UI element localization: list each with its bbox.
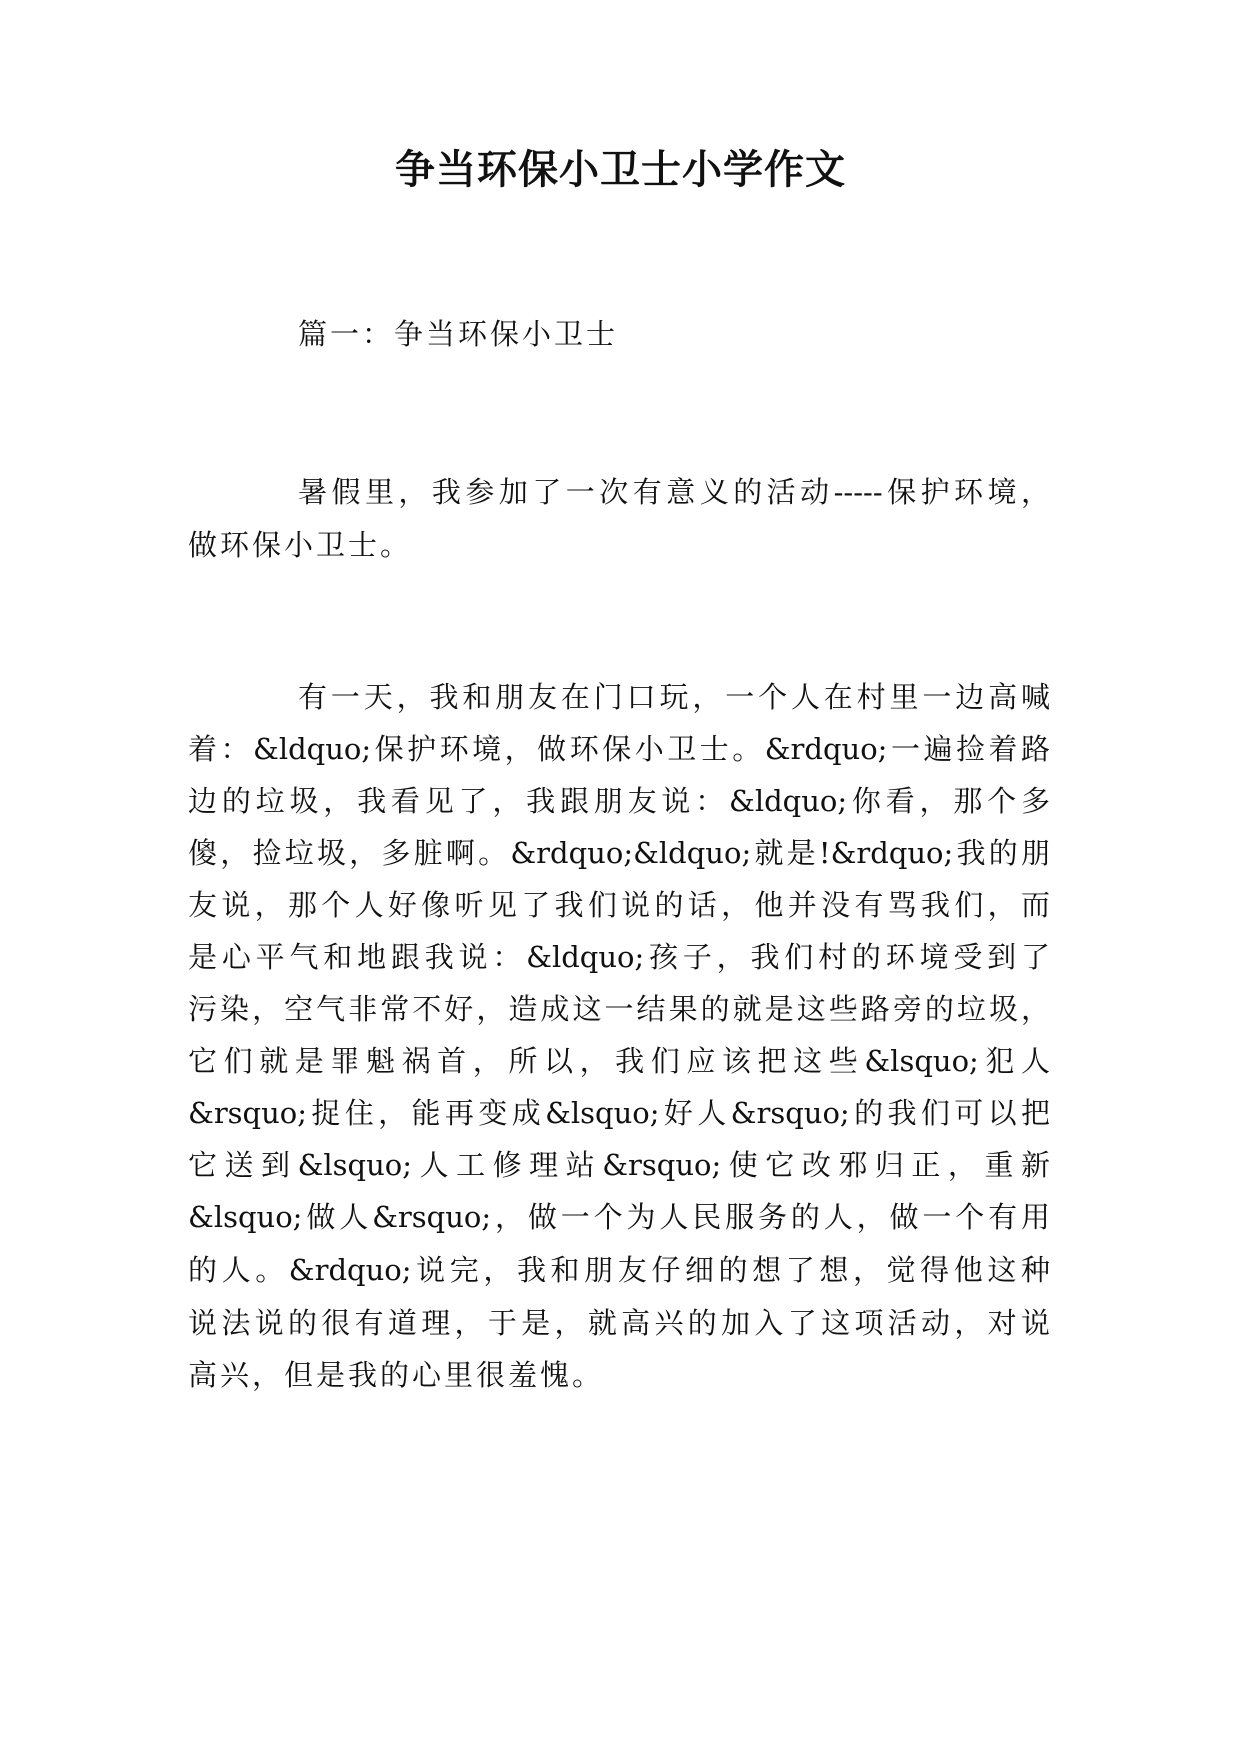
paragraph-line: 有一天，我和朋友在门口玩，一个人在村里一边高喊 [298, 680, 1050, 714]
document-title: 争当环保小卫士小学作文 [395, 146, 846, 193]
paragraph-line: 是心平气和地跟我说：&ldquo;孩子，我们村的环境受到了 [188, 940, 1050, 974]
paragraph-line: 友说，那个人好像听见了我们说的话，他并没有骂我们，而 [188, 888, 1050, 922]
paragraph-line: 污染，空气非常不好，造成这一结果的就是这些路旁的垃圾， [188, 992, 1050, 1026]
paragraph-line: 它们就是罪魁祸首，所以，我们应该把这些&lsquo;犯人 [188, 1044, 1050, 1078]
paragraph-line: 它送到&lsquo;人工修理站&rsquo;使它改邪归正，重新 [188, 1148, 1050, 1182]
paragraph-line: 着：&ldquo;保护环境，做环保小卫士。&rdquo;一遍捡着路 [188, 732, 1050, 766]
section-heading: 篇一：争当环保小卫士 [298, 317, 619, 351]
paragraph-line: 说法说的很有道理，于是，就高兴的加入了这项活动，对说 [188, 1306, 1050, 1340]
paragraph-line: 的人。&rdquo;说完，我和朋友仔细的想了想，觉得他这种 [188, 1253, 1050, 1287]
paragraph-line: 做环保小卫士。 [188, 528, 413, 562]
paragraph-line: &rsquo;捉住，能再变成&lsquo;好人&rsquo;的我们可以把 [188, 1096, 1050, 1130]
paragraph-line: 边的垃圾，我看见了，我跟朋友说：&ldquo;你看，那个多 [188, 784, 1050, 818]
paragraph-line: 傻，捡垃圾，多脏啊。&rdquo;&ldquo;就是!&rdquo;我的朋 [188, 836, 1050, 870]
paragraph-line: &lsquo;做人&rsquo;，做一个为人民服务的人，做一个有用 [188, 1200, 1050, 1234]
paragraph-line: 高兴，但是我的心里很羞愧。 [188, 1358, 605, 1392]
paragraph-line: 暑假里，我参加了一次有意义的活动-----保护环境， [298, 475, 1050, 509]
